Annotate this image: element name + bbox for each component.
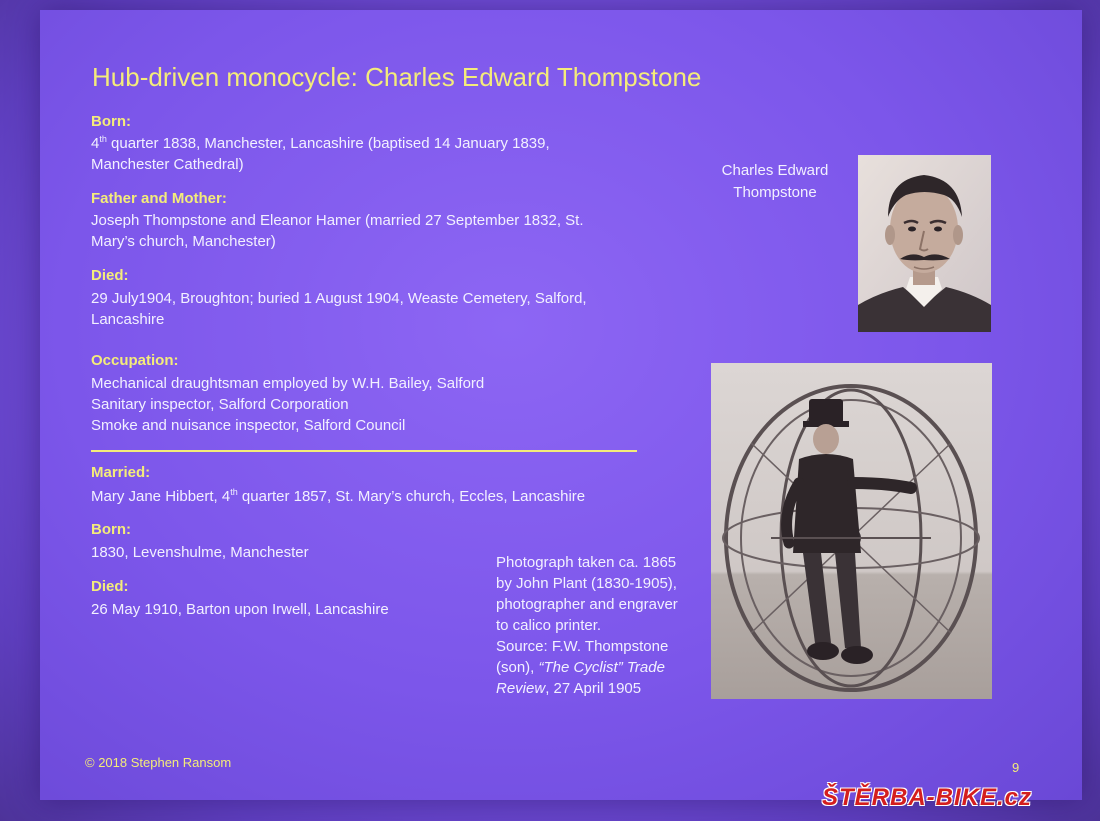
copyright-footer: © 2018 Stephen Ransom [85,755,232,770]
divider [91,450,637,452]
photo-caption: Photograph taken ca. 1865 by John Plant (1830-1905), photographer and engraver to calico printer. Source: F.W. Thompstone (son), “The Cyclist” Trade Review, 27 April 1905 [496,554,678,697]
married-text: Mary Jane Hibbert, 4th quarter 1857, St. Mary’s church, Eccles, Lancashire [91,487,586,505]
born-text: 4th quarter 1838, Manchester, Lancashire (baptised 14 January 1839, Manchester Cathedral) [91,134,550,173]
died-label: Died: [91,267,129,284]
spouse-died-label: Died: [91,578,129,595]
spouse-born-label: Born: [91,521,131,538]
died-text: 29 July1904, Broughton; buried 1 August 1904, Weaste Cemetery, Salford, Lancashire [91,290,587,328]
watermark-logo: ŠTĚRBA-BIKE.cz [822,784,1033,811]
monocycle-photo [711,363,992,699]
parents-label: Father and Mother: [91,190,227,207]
born-label: Born: [91,113,131,130]
spouse-died-text: 26 May 1910, Barton upon Irwell, Lancashire [91,601,389,618]
parents-text: Joseph Thompstone and Eleanor Hamer (married 27 September 1832, St. Mary’s church, Manchester) [91,212,584,250]
occupation-label: Occupation: [91,352,179,369]
portrait-caption: Charles Edward Thompstone [721,162,829,201]
slide-title: Hub-driven monocycle: Charles Edward Thompstone [92,62,702,92]
page-number: 9 [1012,760,1020,775]
portrait-photo [858,155,991,332]
married-label: Married: [91,464,151,481]
spouse-born-text: 1830, Levenshulme, Manchester [91,544,309,561]
occupation-text: Mechanical draughtsman employed by W.H. Bailey, Salford Sanitary inspector, Salford Corporation Smoke and nuisance inspector, Salford Council [91,375,485,434]
